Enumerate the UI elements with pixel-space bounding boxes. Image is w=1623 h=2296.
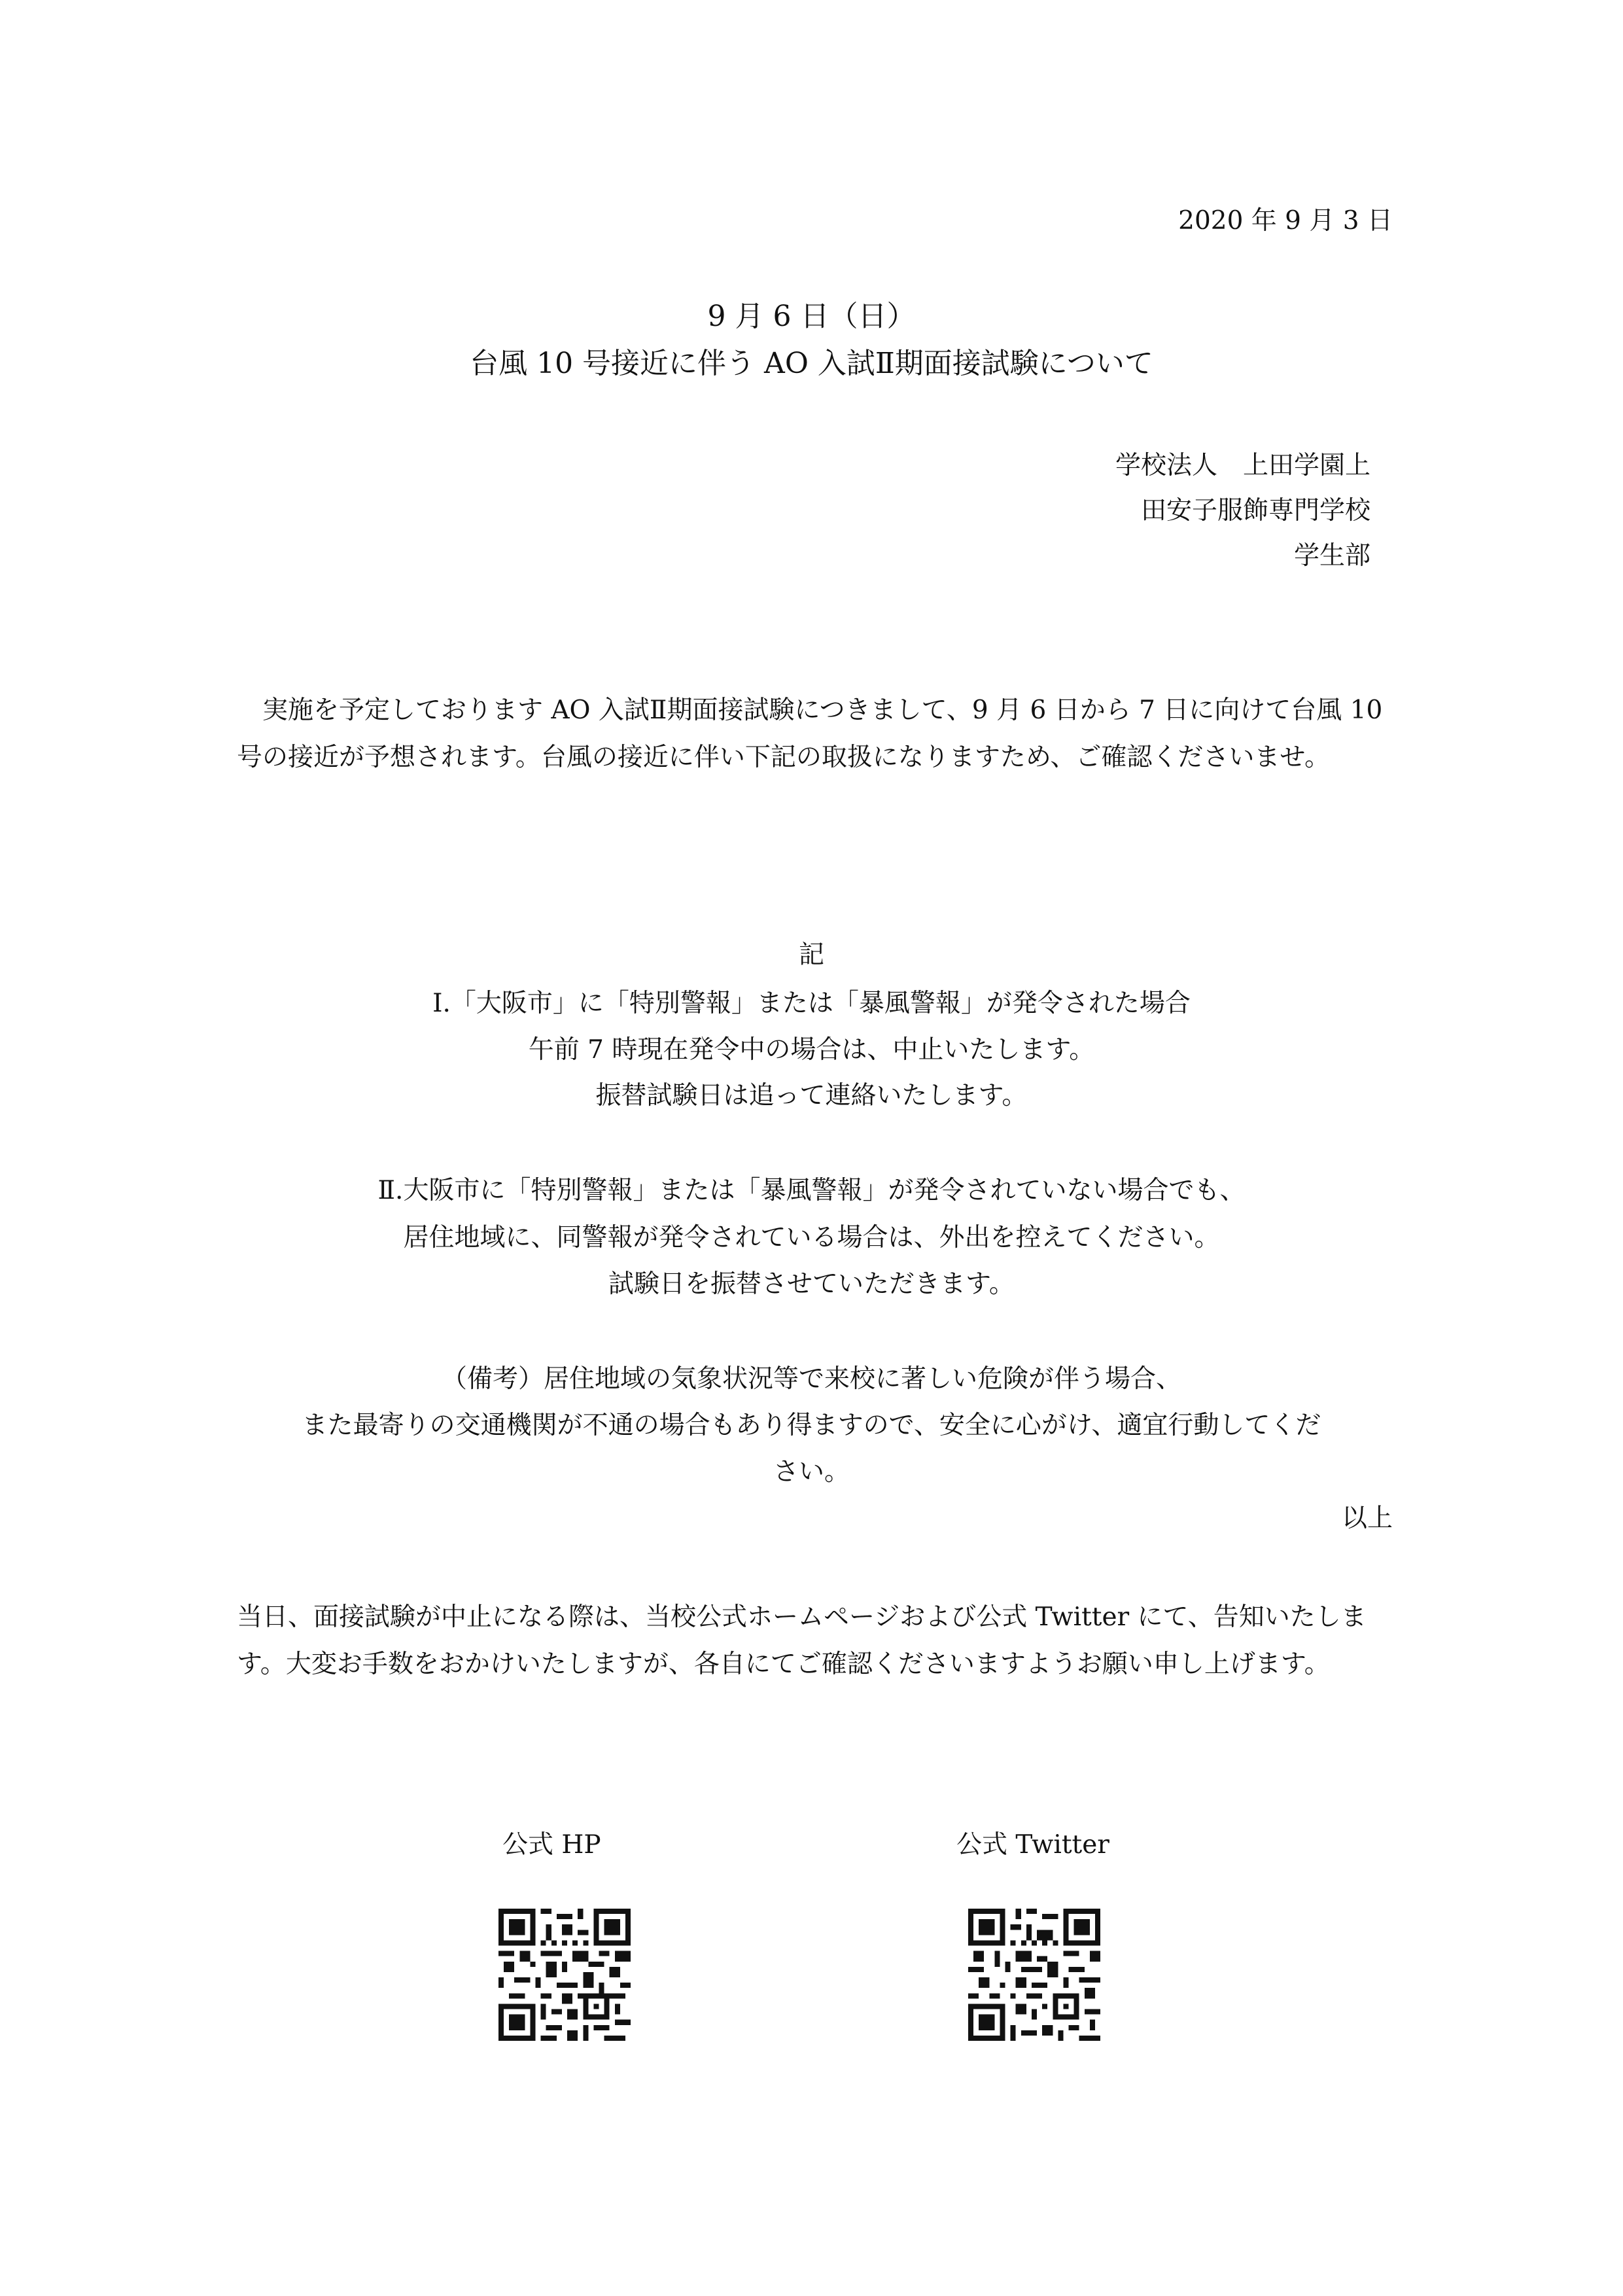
remarks-line-3: さい。 [773, 1457, 850, 1487]
section-1-line-1: Ⅰ.「大阪市」に「特別警報」または「暴風警報」が発令された場合 [432, 989, 1191, 1018]
qr-code-icon [498, 1909, 631, 2041]
section-1-line-2: 午前 7 時現在発令中の場合は、中止いたします。 [528, 1035, 1095, 1065]
qr-label-twitter: 公式 Twitter [956, 1830, 1109, 1860]
section-1-line-3: 振替試験日は追って連絡いたします。 [595, 1081, 1028, 1110]
section-2-line-2: 居住地域に、同警報が発令されている場合は、外出を控えてください。 [403, 1223, 1220, 1252]
notice-paragraph: 当日、面接試験が中止になる際は、当校公式ホームページおよび公式 Twitter にて、告知いたします。大変お手数をおかけいたしますが、各自にてご確認くださいますようお願い申し上げます。 [237, 1602, 1367, 1679]
issuer-department: 学生部 [1293, 541, 1370, 571]
section-2-line-1: Ⅱ.大阪市に「特別警報」または「暴風警報」が発令されていない場合でも、 [377, 1176, 1246, 1205]
remarks-line-2: また最寄りの交通機関が不通の場合もあり得ますので、安全に心がけ、適宜行動してくだ [302, 1411, 1321, 1440]
issuer-line-2: 田安子服飾専門学校 [1140, 496, 1370, 525]
title-date-line: 9 月 6 日（日） [707, 300, 916, 333]
qr-code-icon[interactable] [968, 1909, 1100, 2041]
page-title: 台風 10 号接近に伴う AO 入試Ⅱ期面接試験について [470, 347, 1153, 380]
qr-label-hp: 公式 HP [502, 1830, 601, 1860]
issuer-line-1: 学校法人 上田学園上 [1115, 451, 1370, 480]
qr-code-icon[interactable] [498, 1909, 631, 2041]
section-2-line-3: 試験日を振替させていただきます。 [608, 1269, 1015, 1299]
document-date: 2020 年 9 月 3 日 [1178, 206, 1393, 236]
ki-heading: 記 [798, 940, 824, 970]
qr-code-icon [968, 1909, 1100, 2041]
closing-mark: 以上 [1341, 1504, 1393, 1533]
intro-paragraph: 実施を予定しております AO 入試Ⅱ期面接試験につきまして、9 月 6 日から 7 日に向けて台風 10 号の接近が予想されます。台風の接近に伴い下記の取扱になりますため、ご確認くださいませ。 [237, 696, 1383, 772]
remarks-line-1: （備考）居住地域の気象状況等で来校に著しい危険が伴う場合、 [441, 1364, 1181, 1394]
